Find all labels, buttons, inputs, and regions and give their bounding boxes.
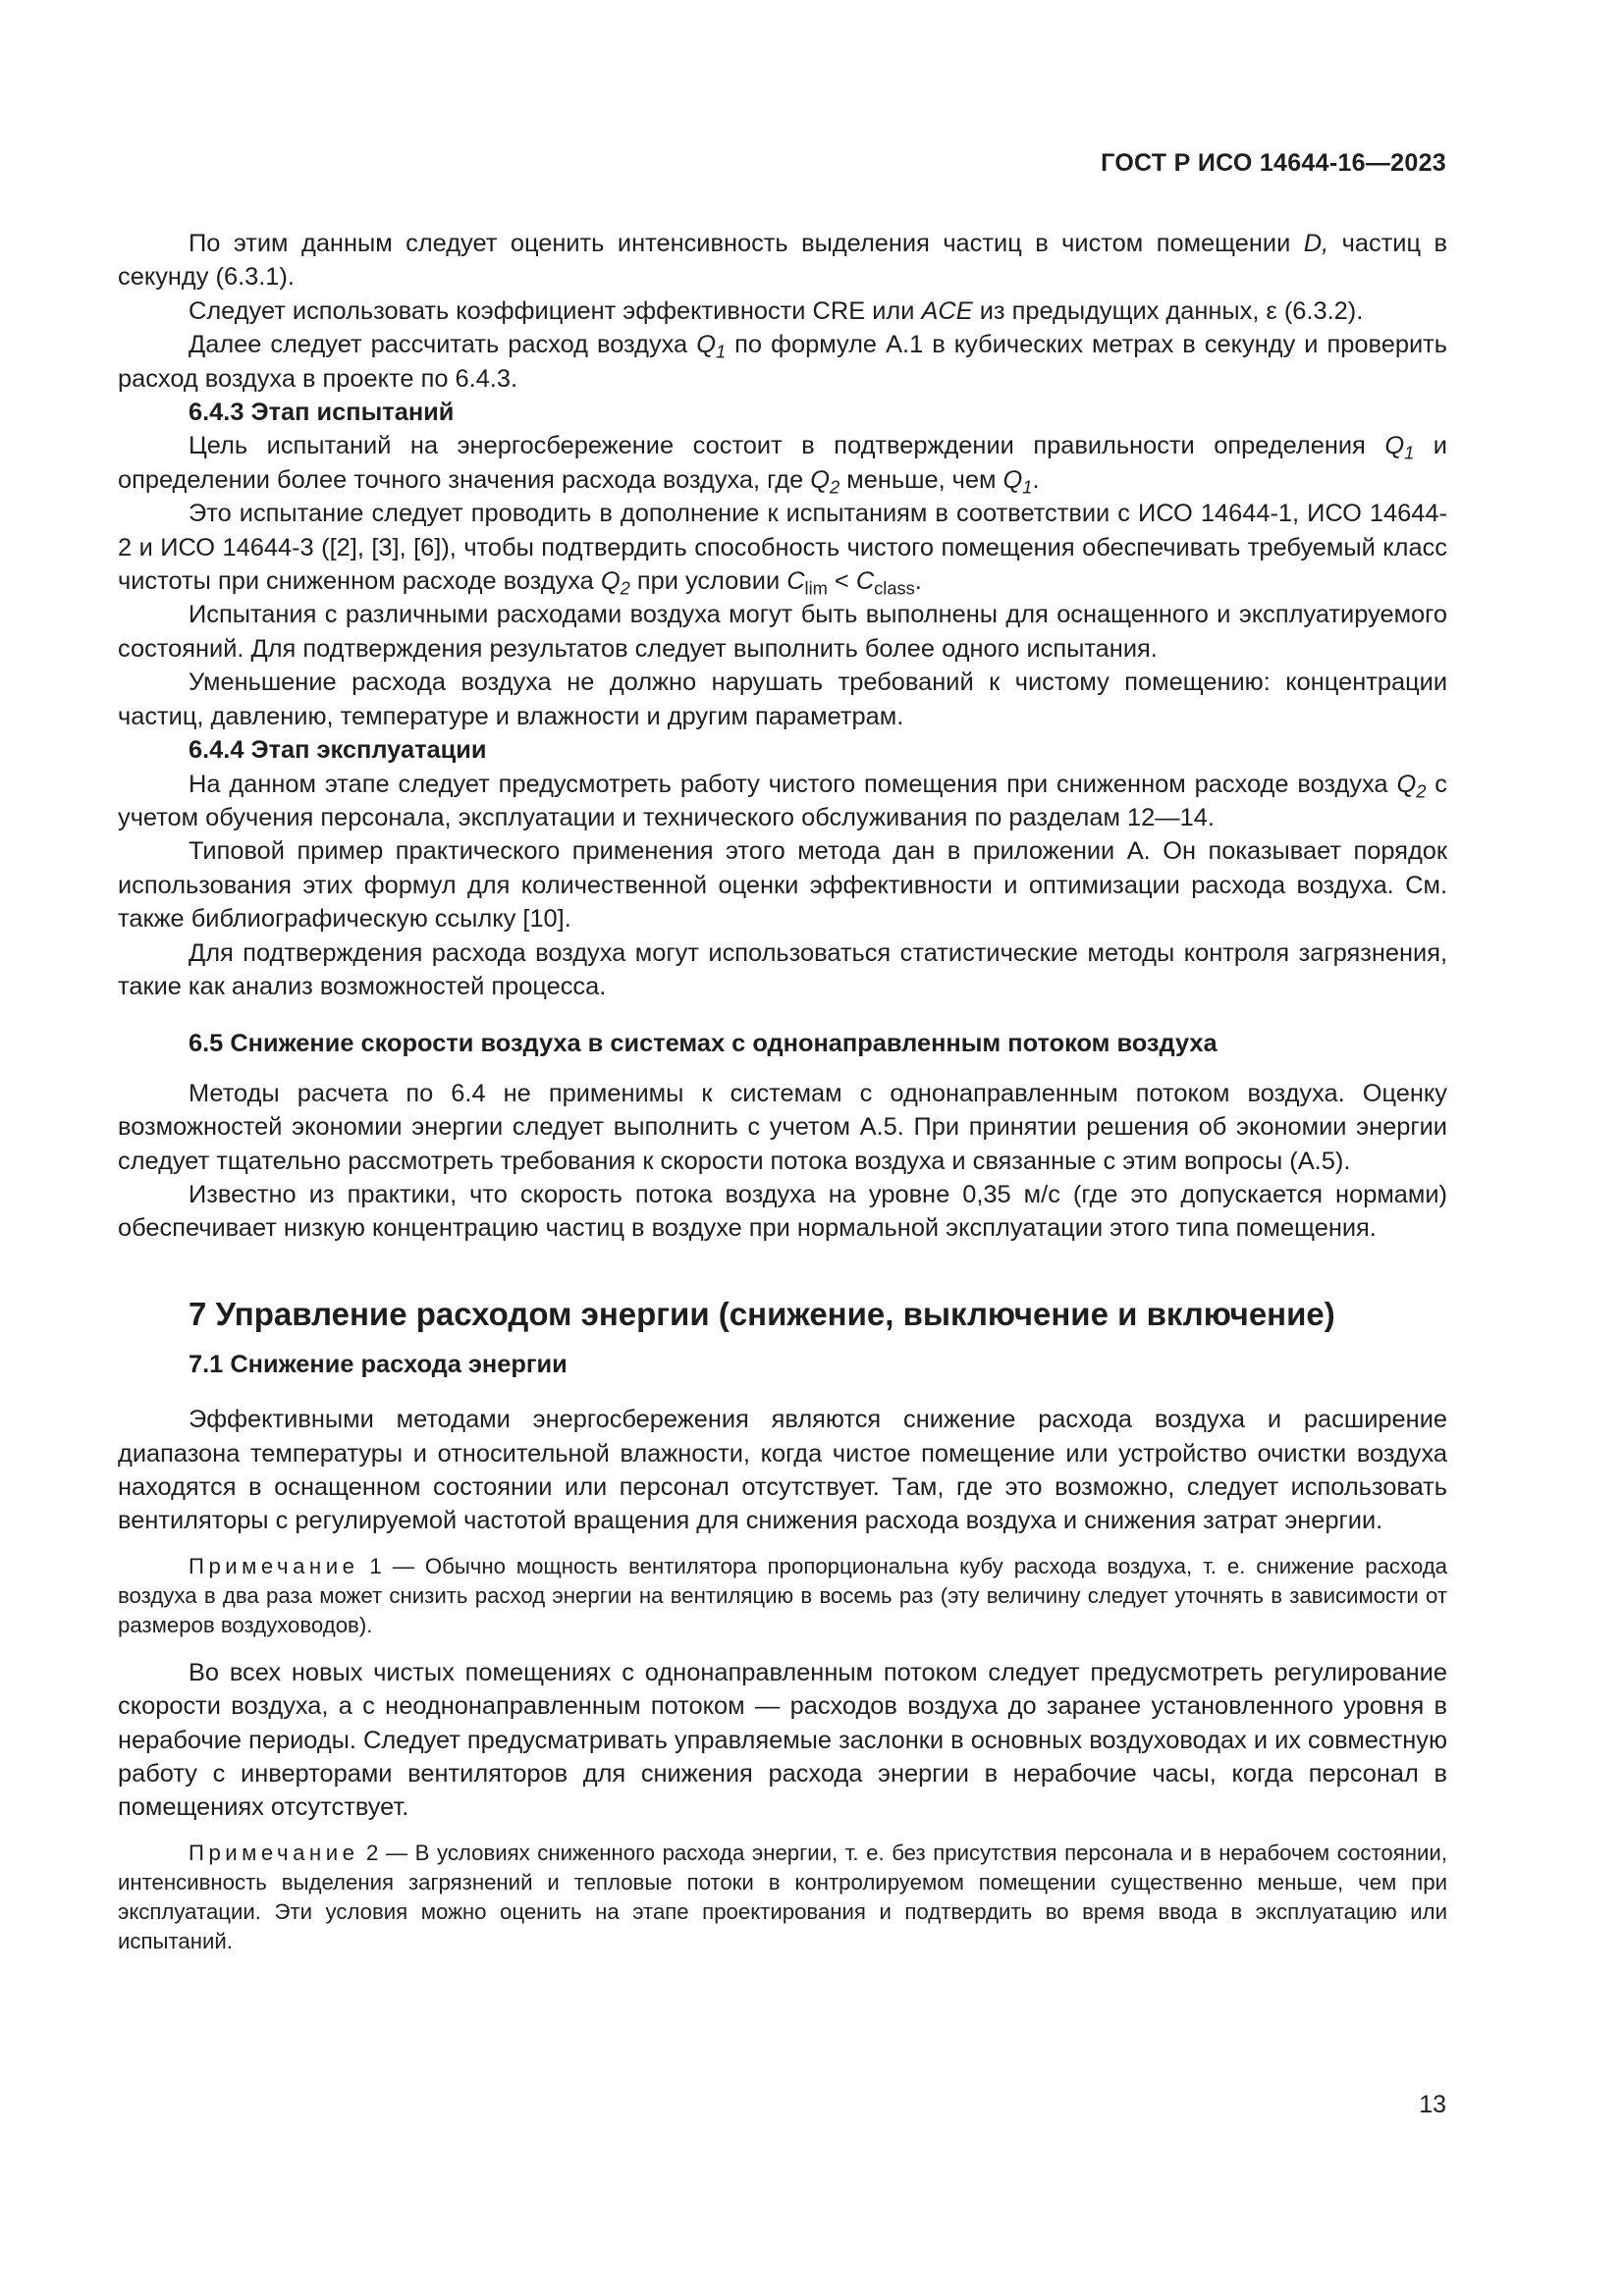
symbol-q1: $Q_1$ xyxy=(696,331,727,362)
section-heading-6-4-4: 6.4.4 Этап эксплуатации xyxy=(189,736,487,765)
note-label: Примечание xyxy=(189,1840,359,1865)
document-header: ГОСТ Р ИСО 14644-16—2023 xyxy=(1101,149,1446,177)
symbol-c-class: $C_{class}$ xyxy=(855,567,915,599)
symbol-q2: $Q_2$ xyxy=(810,465,840,498)
symbol-c-lim: $C_{lim}$ xyxy=(786,567,828,599)
paragraph: Испытания с различными расходами воздуха могут быть выполнены для оснащенного и эксплуатируемого состояний. Для подтверждения результатов следует выполнить более одного испытания. xyxy=(118,601,1447,663)
note-label: Примечание xyxy=(189,1553,359,1578)
paragraph: Для подтверждения расхода воздуха могут использоваться статистические методы контроля загрязнения, такие как анализ возможностей процесса. xyxy=(118,938,1447,1000)
paragraph: Эффективными методами энергосбережения являются снижение расхода воздуха и расширение диапазона температуры и относительной влажности, когда чистое помещение или устройство очистки воздуха находятся в оснащенном состоянии или персонал отсутствует. Там, где это возможно, следует использовать вентиляторы с регулируемой частотой вращения для снижения расхода воздуха и снижения затрат энергии. xyxy=(118,1406,1447,1535)
note-1: Примечание 1 — Обычно мощность вентилятора пропорциональна кубу расхода воздуха, т. е. снижение расхода воздуха в два раза может снизить расход энергии на вентиляцию в восемь раз (эту величину следует уточнять в зависимости от размеров воздуховодов). xyxy=(118,1553,1447,1637)
chapter-heading-7: 7 Управление расходом энергии (снижение, выключение и включение) xyxy=(189,1295,1335,1332)
paragraph: По этим данным следует оценить интенсивность выделения частиц в чистом помещении D, частиц в секунду (6.3.1). xyxy=(118,230,1448,292)
note-2: Примечание 2 — В условиях сниженного расхода энергии, т. е. без присутствия персонала и в нерабочем состоянии, интенсивность выделения загрязнений и тепловые потоки в контролируемом помещении существенно меньше, чем при эксплуатации. Эти условия можно оценить на этапе проектирования и подтвердить во время ввода в эксплуатацию или испытаний. xyxy=(118,1840,1447,1953)
document-body xyxy=(118,227,1447,1972)
symbol-q2: $Q_2$ xyxy=(1396,770,1427,801)
paragraph: На данном этапе следует предусмотреть работу чистого помещения при сниженном расходе воздуха $Q_2$ с учетом обучения персонала, эксплуатации и технического обслуживания по разделам 12—14. xyxy=(118,770,1447,831)
section-heading-6-4-3: 6.4.3 Этап испытаний xyxy=(189,399,455,427)
symbol-q2: $Q_2$ xyxy=(600,567,630,599)
paragraph: Методы расчета по 6.4 не применимы к системам с однонаправленным потоком воздуха. Оценку возможностей экономии энергии следует выполнить с учетом А.5. При принятии решения об экономии энергии следует тщательно рассмотреть требования к скорости потока воздуха и связанные с этим вопросы (А.5). xyxy=(118,1079,1447,1175)
paragraph: Цель испытаний на энергосбережение состоит в подтверждении правильности определения $Q_1$ и определении более точного значения расхода воздуха, где $Q_2$ меньше, чем $Q_1$. xyxy=(118,432,1447,498)
paragraph: Следует использовать коэффициент эффективности CRE или ACE из предыдущих данных, ε (6.3.2). xyxy=(189,296,1364,325)
paragraph: Это испытание следует проводить в дополнение к испытаниям в соответствии с ИСО 14644-1, ИСО 14644-2 и ИСО 14644-3 ([2], [3], [6]), чтобы подтвердить способность чистого помещения обеспечивать требуемый класс чистоты при сниженном расходе воздуха $Q_2$ при условии $C_{lim} < C_{class}$. xyxy=(118,500,1447,599)
paragraph: Уменьшение расхода воздуха не должно нарушать требований к чистому помещению: концентрации частиц, давлению, температуре и влажности и другим параметрам. xyxy=(118,668,1447,730)
paragraph: Известно из практики, что скорость потока воздуха на уровне 0,35 м/с (где это допускается нормами) обеспечивает низкую концентрацию частиц в воздухе при нормальной эксплуатации этого типа помещения. xyxy=(118,1180,1447,1243)
paragraph: Далее следует рассчитать расход воздуха $Q_1$ по формуле А.1 в кубических метрах в секунду и проверить расход воздуха в проекте по 6.4.3. xyxy=(118,331,1448,393)
paragraph: Во всех новых чистых помещениях с однонаправленным потоком следует предусмотреть регулирование скорости воздуха, а с неоднонаправленным потоком — расходов воздуха до заранее установленного уровня в нерабочие периоды. Следует предусматривать управляемые заслонки в основных воздуховодах и их совместную работу с инверторами вентиляторов для снижения расхода энергии в нерабочие часы, когда персонал в помещениях отсутствует. xyxy=(118,1658,1447,1822)
page-number: 13 xyxy=(1419,2091,1446,2118)
section-heading-7-1: 7.1 Снижение расхода энергии xyxy=(189,1350,568,1378)
section-heading-6-5: 6.5 Снижение скорости воздуха в системах с однонаправленным потоком воздуха xyxy=(189,1030,1218,1058)
paragraph: Типовой пример практического применения этого метода дан в приложении А. Он показывает порядок использования этих формул для количественной оценки эффективности и оптимизации расхода воздуха. См. также библиографическую ссылку [10]. xyxy=(118,837,1447,934)
symbol-q1: $Q_1$ xyxy=(1002,465,1033,498)
symbol-q1: $Q_1$ xyxy=(1384,432,1415,463)
